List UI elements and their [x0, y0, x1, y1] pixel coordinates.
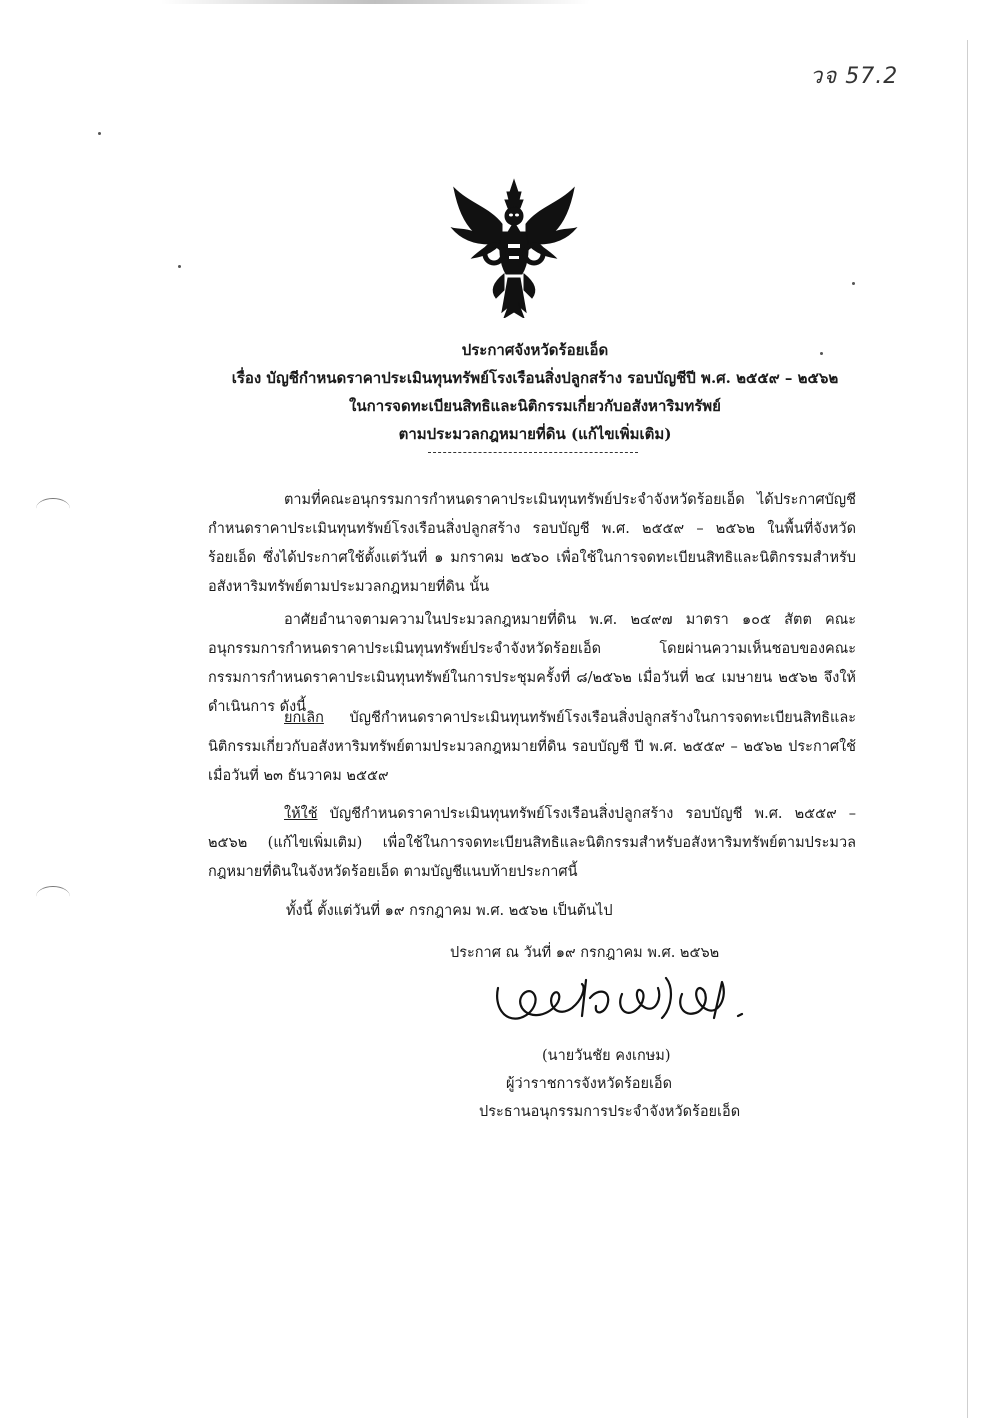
scan-speck [178, 265, 181, 268]
punch-hole-mark [36, 498, 70, 519]
scan-speck [98, 132, 101, 135]
signatory-position-1: ผู้ว่าราชการจังหวัดร้อยเอ็ด [506, 1076, 673, 1092]
signatory-name: (นายวันชัย คงเกษม) [542, 1048, 671, 1064]
paragraph-3: ยกเลิก บัญชีกำหนดราคาประเมินทุนทรัพย์โรงเรือนสิ่งปลูกสร้างในการจดทะเบียนสิทธิและนิติกรรมเกี่ยวกับอสังหาริมทรัพย์ตามประมวลกฎหมายที่ดิน รอบบัญชี ปี พ.ศ. ๒๕๕๙ – ๒๕๖๒ ประกาศใช้ เมื่อวันที่ ๒๓ ธันวาคม ๒๕๕๙ [208, 710, 856, 784]
punch-hole-mark [36, 886, 70, 907]
subject-line-2: ในการจดทะเบียนสิทธิและนิติกรรมเกี่ยวกับอสังหาริมทรัพย์ [349, 397, 721, 415]
handwritten-note: วจ 57.2 [810, 64, 899, 89]
garuda-emblem-icon [450, 178, 578, 318]
paragraph-2: อาศัยอำนาจตามความในประมวลกฎหมายที่ดิน พ.ศ. ๒๔๙๗ มาตรา ๑๐๕ สัตต คณะอนุกรรมการกำหนดราคาประเมินทุนทรัพย์ประจำจังหวัดร้อยเอ็ด โดยผ่านความเห็นชอบของคณะกรรมการกำหนดราคาประเมินทุนทรัพย์ในการประชุมครั้งที่ ๘/๒๕๖๒ เมื่อวันที่ ๒๔ เมษายน ๒๕๖๒ จึงให้ดำเนินการ ดังนี้ [208, 612, 856, 715]
effective-date-line: ทั้งนี้ ตั้งแต่วันที่ ๑๙ กรกฎาคม พ.ศ. ๒๕๖๒ เป็นต้นไป [286, 903, 613, 919]
apply-keyword: ให้ใช้ [284, 806, 318, 822]
paragraph-4: ให้ใช้ บัญชีกำหนดราคาประเมินทุนทรัพย์โรงเรือนสิ่งปลูกสร้าง รอบบัญชี พ.ศ. ๒๕๕๙ – ๒๕๖๒ (แก้ไขเพิ่มเติม) เพื่อใช้ในการจดทะเบียนสิทธิและนิติกรรมสำหรับอสังหาริมทรัพย์ตามประมวลกฎหมายที่ดินในจังหวัดร้อยเอ็ด ตามบัญชีแนบท้ายประกาศนี้ [208, 806, 856, 880]
scan-smudge [160, 0, 590, 4]
scan-edge-line [967, 40, 968, 1418]
subject-line-3: ตามประมวลกฎหมายที่ดิน (แก้ไขเพิ่มเติม) [398, 425, 672, 443]
announcement-title: ประกาศจังหวัดร้อยเอ็ด [461, 341, 609, 359]
scan-speck [852, 282, 855, 285]
handwritten-signature [486, 958, 766, 1040]
subject-line-1: เรื่อง บัญชีกำหนดราคาประเมินทุนทรัพย์โรงเรือนสิ่งปลูกสร้าง รอบบัญชีปี พ.ศ. ๒๕๕๙ – ๒๕๖๒ [231, 369, 839, 387]
signatory-position-2: ประธานอนุกรรมการประจำจังหวัดร้อยเอ็ด [479, 1104, 741, 1120]
paragraph-1: ตามที่คณะอนุกรรมการกำหนดราคาประเมินทุนทรัพย์ประจำจังหวัดร้อยเอ็ด ได้ประกาศบัญชีกำหนดราคาประเมินทุนทรัพย์โรงเรือนสิ่งปลูกสร้าง รอบบัญชี พ.ศ. ๒๕๕๙ – ๒๕๖๒ ในพื้นที่จังหวัดร้อยเอ็ด ซึ่งได้ประกาศใช้ตั้งแต่วันที่ ๑ มกราคม ๒๕๖๐ เพื่อใช้ในการจดทะเบียนสิทธิและนิติกรรมสำหรับอสังหาริมทรัพย์ตามประมวลกฎหมายที่ดิน นั้น [208, 492, 856, 595]
announcement-date-line: ประกาศ ณ วันที่ ๑๙ กรกฎาคม พ.ศ. ๒๕๖๒ [450, 945, 720, 961]
title-divider [428, 452, 638, 453]
cancel-keyword: ยกเลิก [284, 710, 324, 726]
